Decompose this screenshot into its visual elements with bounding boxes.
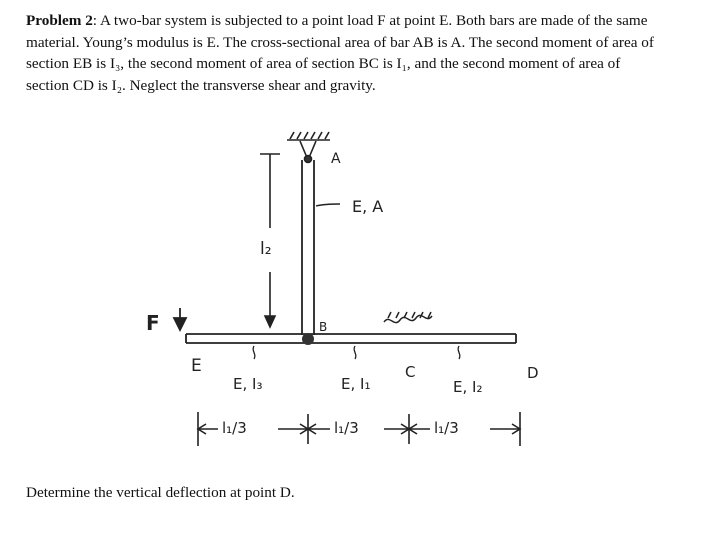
- problem-label: Problem 2: [26, 12, 93, 29]
- label-a: A: [331, 151, 341, 167]
- label-b: B: [319, 320, 328, 334]
- label-l2: l₂: [260, 239, 272, 259]
- label-section-eb: E, I₃: [233, 375, 263, 393]
- label-e: E: [191, 356, 202, 376]
- joint-b: [302, 333, 314, 345]
- beam-ed: [186, 334, 516, 343]
- question-text: Determine the vertical deflection at point D.: [26, 484, 295, 501]
- ground-support-c: [384, 312, 432, 323]
- label-section-cd: E, I₂: [453, 378, 483, 396]
- label-c: C: [405, 363, 416, 381]
- load-arrow-f: [174, 308, 186, 330]
- bar-ab: [302, 160, 314, 335]
- label-dim-1: l₁/3: [222, 419, 247, 437]
- label-dim-3: l₁/3: [434, 419, 459, 437]
- label-bar-ab: E, A: [352, 197, 384, 216]
- pin-support-a: [300, 141, 316, 163]
- label-f: F: [146, 311, 160, 335]
- bar-ab-label-pointer: [316, 204, 340, 206]
- label-section-bc: E, I₁: [341, 375, 371, 393]
- section-marks: [253, 346, 460, 359]
- label-d: D: [527, 364, 539, 382]
- ground-support-top: [287, 132, 330, 140]
- label-dim-2: l₁/3: [334, 419, 359, 437]
- problem-text: : A two-bar system is subjected to a point load F at point E. Both bars are made of the same material. Young’s modulus is E. The cross-sectional area of bar AB is A. The second moment of area of section EB is I₃, the second moment of area of section BC is I₁, and the second moment of area of section CD is I₂. Neglect the transverse shear and gravity.: [26, 12, 654, 94]
